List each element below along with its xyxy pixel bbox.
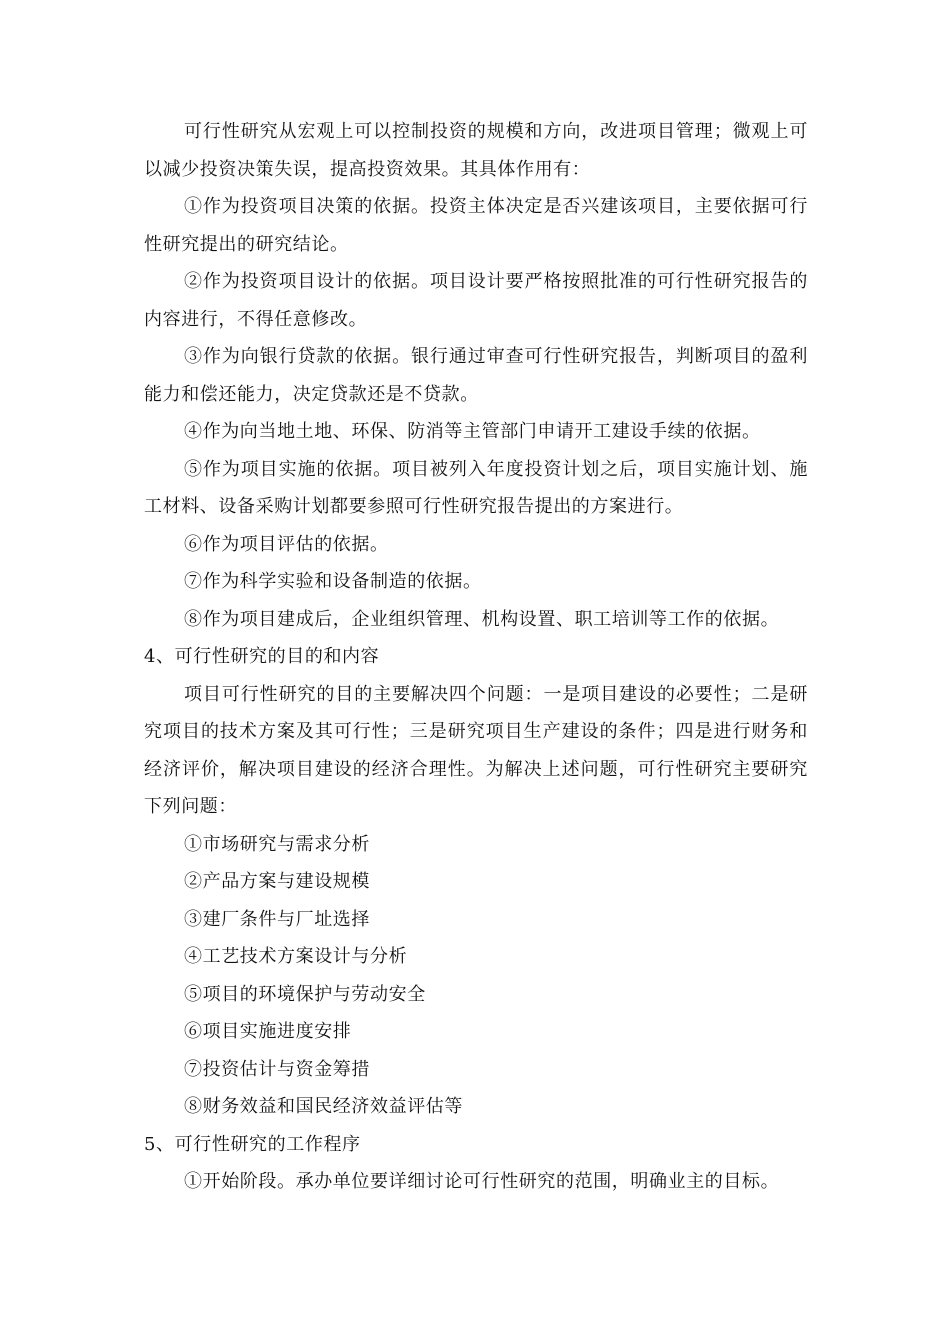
intro-paragraph: 可行性研究从宏观上可以控制投资的规模和方向，改进项目管理；微观上可以减少投资决策失误，提高投资效果。其具体作用有： [144,121,808,180]
list-item: ⑥项目实施进度安排 [184,1021,352,1042]
role-item: ⑥作为项目评估的依据。 [184,533,389,555]
list-item: ⑧财务效益和国民经济效益评估等 [184,1096,463,1117]
list-item: ⑦投资估计与资金筹措 [184,1058,370,1080]
list-item: ①市场研究与需求分析 [184,833,370,855]
list-item: ①开始阶段。承办单位要详细讨论可行性研究的范围，明确业主的目标。 [184,1171,780,1192]
role-item: ④作为向当地土地、环保、防消等主管部门申请开工建设手续的依据。 [184,421,761,442]
document-body [144,113,808,1201]
role-item: ①作为投资项目决策的依据。投资主体决定是否兴建该项目，主要依据可行性研究提出的研究结论。 [144,196,808,255]
list-item: ⑤项目的环境保护与劳动安全 [184,983,426,1005]
role-item: ②作为投资项目设计的依据。项目设计要严格按照批准的可行性研究报告的内容进行，不得任意修改。 [144,271,808,330]
role-item: ⑤作为项目实施的依据。项目被列入年度投资计划之后，项目实施计划、施工材料、设备采购计划都要参照可行性研究报告提出的方案进行。 [144,458,808,517]
list-item: ②产品方案与建设规模 [184,871,370,892]
role-item: ⑧作为项目建成后，企业组织管理、机构设置、职工培训等工作的依据。 [184,608,780,630]
role-item: ⑦作为科学实验和设备制造的依据。 [184,571,482,592]
section-heading: 5、可行性研究的工作程序 [144,1133,361,1155]
role-item: ③作为向银行贷款的依据。银行通过审查可行性研究报告，判断项目的盈利能力和偿还能力，决定贷款还是不贷款。 [144,346,808,405]
list-item: ④工艺技术方案设计与分析 [184,946,408,967]
list-item: ③建厂条件与厂址选择 [184,908,370,930]
section-paragraph: 项目可行性研究的目的主要解决四个问题：一是项目建设的必要性；二是研究项目的技术方案及其可行性；三是研究项目生产建设的条件；四是进行财务和经济评价，解决项目建设的经济合理性。为解决上述问题，可行性研究主要研究下列问题： [144,683,808,817]
section-heading: 4、可行性研究的目的和内容 [144,646,380,667]
